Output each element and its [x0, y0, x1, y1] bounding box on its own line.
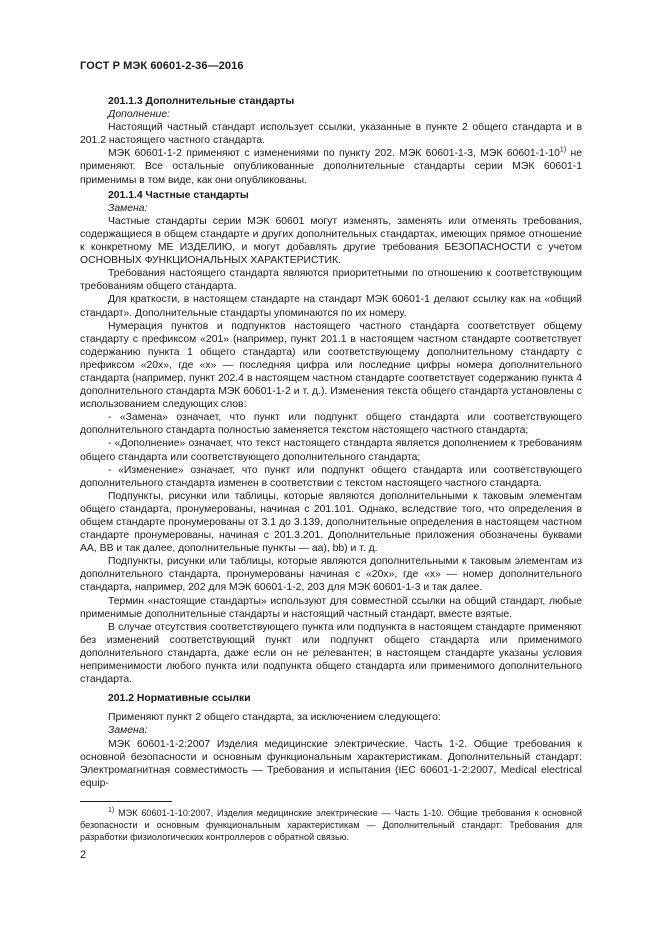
page-body	[80, 93, 582, 790]
footnote-divider	[80, 801, 172, 802]
footnote	[80, 807, 582, 843]
list-item: - «Дополнение» означает, что текст настоящего стандарта является дополнением к требованиям общего стандарта или соответствующего дополнительного стандарта;	[80, 438, 582, 463]
paragraph: Для краткости, в настоящем стандарте на стандарт МЭК 60601-1 делают ссылку как на «общий стандарт». Дополнительные стандарты упоминаются по их номеру.	[80, 294, 582, 319]
paragraph: Термин «настоящие стандарты» используют для совместной ссылки на общий стандарт, любые применимые дополнительные стандарты и настоящий частный стандарт, вместе взятые.	[80, 595, 582, 620]
paragraph: Требования настоящего стандарта являются приоритетными по отношению к соответствующим требованиям общего стандарта.	[80, 268, 582, 293]
list-item: - «Замена» означает, что пункт или подпункт общего стандарта или соответствующего дополнительного стандарта полностью заменяется текстом настоящего частного стандарта;	[80, 412, 582, 437]
footnote-marker: 1)	[108, 806, 115, 814]
label-replacement: Замена:	[108, 202, 148, 214]
paragraph: Настоящий частный стандарт использует ссылки, указанные в пункте 2 общего стандарта и в 201.2 настоящего частного стандарта.	[80, 122, 582, 147]
page-number: 2	[80, 849, 87, 861]
heading-201-2: 201.2 Нормативные ссылки	[108, 693, 251, 705]
footnote-reference: 1)	[559, 146, 567, 154]
paragraph: В случае отсутствия соответствующего пункта или подпункта в настоящем стандарте применяют без изменений соответствующий пункт или подпункт общего стандарта или применимого дополнительного стандарта, даже если он не релевантен; в настоящем стандарте указаны условия неприменимости любого пункта или подпункта общего стандарта или применимого дополнительного стандарта.	[80, 621, 582, 686]
paragraph: Применяют пункт 2 общего стандарта, за исключением следующего:	[108, 712, 441, 724]
label-replacement: Замена:	[108, 725, 148, 737]
paragraph-text: не применяют. Все остальные опубликованные дополнительные стандарты серии МЭК 60601-1 применимы в том виде, как они опубликованы.	[80, 148, 582, 186]
paragraph: МЭК 60601-1-2:2007 Изделия медицинские электрические. Часть 1-2. Общие требования к основной безопасности и основным функциональным характеристикам. Дополнительный стандарт: Электромагнитная совместимость — Требования и испытания (IEC 60601-1-2:2007, Medical electrical equip-	[80, 738, 582, 789]
heading-201-1-4: 201.1.4 Частные стандарты	[108, 189, 249, 201]
label-addition: Дополнение:	[108, 109, 170, 121]
list-item: - «Изменение» означает, что пункт или подпункт общего стандарта или соответствующего дополнительного стандарта изменен в соответствии с текстом настоящего частного стандарта.	[80, 464, 582, 489]
document-header: ГОСТ Р МЭК 60601-2-36—2016	[80, 60, 244, 72]
paragraph: Нумерация пунктов и подпунктов настоящего частного стандарта соответствует общему стандарту с префиксом «201» (например, пункт 201.1 в настоящем частном стандарте соответствует содержанию пункта 1 общего стандарта) или соответствующему дополнительному стандарту с префиксом «20х», где «х» — последняя цифра или последние цифры номера дополнительного стандарта (например, пункт 202.4 в настоящем частном стандарте соответствует содержанию пункта 4 дополнительного стандарта МЭК 60601-1-2 и т. д.). Изменения текста общего стандарта установлены с использованием следующих слов:	[80, 320, 582, 411]
paragraph-with-footnote-ref	[80, 147, 582, 186]
paragraph-text: МЭК 60601-1-2 применяют с изменениями по пункту 202. МЭК 60601-1-3, МЭК 60601-1-10	[108, 148, 560, 160]
paragraph: Подпункты, рисунки или таблицы, которые являются дополнительными к таковым элементам из дополнительного стандарта, пронумерованы начиная с «20х», где «х» — номер дополнительного стандарта, например, 202 для МЭК 60601-1-2, 203 для МЭК 60601-1-3 и так далее.	[80, 556, 582, 594]
paragraph: Подпункты, рисунки или таблицы, которые являются дополнительными к таковым элементам общего стандарта, пронумерованы, начиная с 201.101. Однако, вследствие того, что определения в общем стандарте пронумерованы от 3.1 до 3.139, дополнительные определения в настоящем частном стандарте пронумерованы, начиная с 201.3.201. Дополнительные приложения обозначены буквами АА, ВВ и так далее, дополнительные пункты — аа), bb) и т. д.	[80, 490, 582, 555]
footnote-text: МЭК 60601-1-10:2007, Изделия медицинские электрические — Часть 1-10. Общие требования к основной безопасности и основным функциональным характеристикам — Дополнительный стандарт: Требования для разработки физиологических контроллеров с обратной связью.	[80, 808, 582, 842]
paragraph: Частные стандарты серии МЭК 60601 могут изменять, заменять или отменять требования, содержащиеся в общем стандарте и других дополнительных стандартах, имеющих прямое отношение к конкретному МЕ ИЗДЕЛИЮ, и могут добавлять другие требования БЕЗОПАСНОСТИ с учетом ОСНОВНЫХ ФУНКЦИОНАЛЬНЫХ ХАРАКТЕРИСТИК.	[80, 215, 582, 267]
heading-201-1-3: 201.1.3 Дополнительные стандарты	[108, 96, 295, 107]
